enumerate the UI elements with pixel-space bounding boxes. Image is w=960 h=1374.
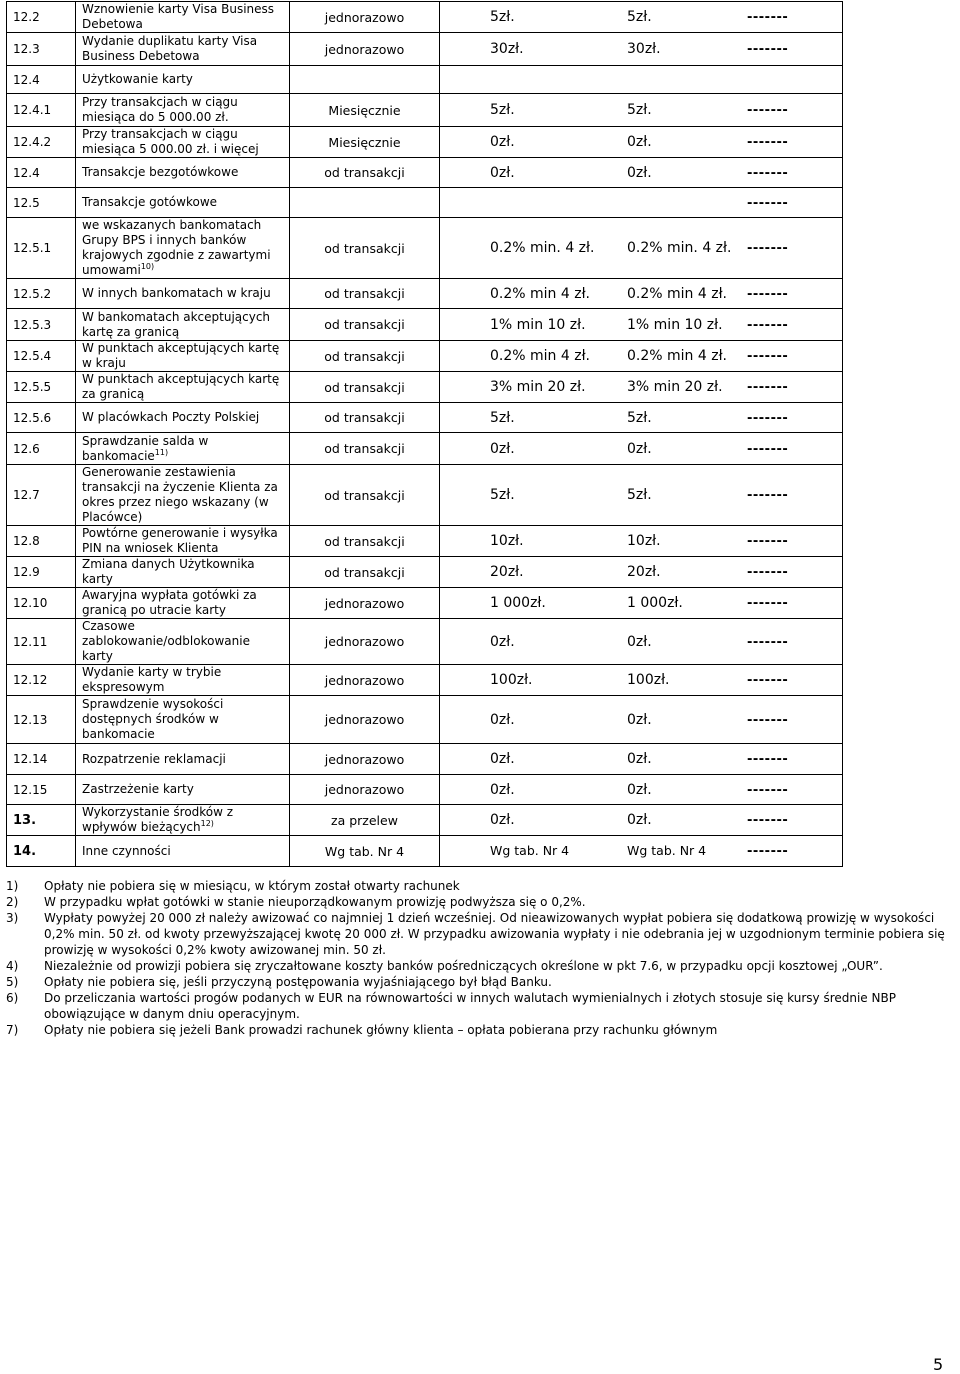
description-text: W punktach akceptujących kartę za granicą [82, 372, 280, 401]
footnote-number: 4) [6, 959, 19, 973]
fee-value-a: 0zł. [490, 633, 515, 650]
row-description [76, 94, 290, 127]
footnote [6, 974, 956, 990]
row-fees [440, 805, 843, 836]
row-description [76, 619, 290, 665]
fee-value-b: 0zł. [627, 781, 652, 798]
fee-value-c: ------- [747, 752, 789, 767]
table-row [7, 94, 843, 127]
table-row [7, 66, 843, 94]
table-row [7, 619, 843, 665]
fee-value-a: 5zł. [490, 9, 515, 25]
fee-value-a: 1% min 10 zł. [490, 316, 586, 333]
row-description [76, 588, 290, 619]
fee-value-c: ------- [747, 441, 789, 457]
row-fees [440, 696, 843, 744]
description-text: Powtórne generowanie i wysyłka PIN na wniosek Klienta [82, 526, 278, 555]
description-text: Zastrzeżenie karty [82, 782, 194, 796]
row-fees [440, 341, 843, 372]
description-text: we wskazanych bankomatach Grupy BPS i innych banków krajowych zgodnie z zawartymi umowami [82, 218, 271, 277]
fee-value-a: 100zł. [490, 672, 533, 688]
row-description [76, 2, 290, 33]
table-row [7, 526, 843, 557]
row-number: 12.5.3 [7, 309, 76, 341]
row-description [76, 557, 290, 588]
table-row [7, 557, 843, 588]
row-number: 12.14 [7, 744, 76, 775]
fee-value-c: ------- [747, 380, 789, 395]
table-row [7, 665, 843, 696]
row-number: 12.11 [7, 619, 76, 665]
row-number: 13. [7, 805, 76, 836]
fee-value-b: 0.2% min. 4 zł. [627, 240, 732, 256]
row-fees [440, 557, 843, 588]
fee-value-b: 5zł. [627, 9, 652, 25]
footnote-ref: 12) [200, 819, 214, 828]
fee-value-b: 5zł. [627, 102, 652, 118]
description-text: Awaryjna wypłata gotówki za granicą po utracie karty [82, 588, 257, 617]
row-description [76, 433, 290, 465]
fee-value-c: ------- [747, 195, 789, 211]
row-description [76, 309, 290, 341]
description-text: Sprawdzanie salda w bankomacie [82, 433, 209, 463]
footnote-number: 1) [6, 879, 19, 893]
table-row [7, 433, 843, 465]
fee-value-b: Wg tab. Nr 4 [627, 843, 707, 858]
footnotes [6, 878, 956, 1038]
row-description [76, 158, 290, 188]
fee-value-c: ------- [747, 712, 789, 728]
row-number: 12.13 [7, 696, 76, 744]
row-description [76, 775, 290, 805]
row-frequency: jednorazowo [290, 744, 440, 775]
row-number: 12.5.5 [7, 372, 76, 403]
fee-value-b: 0zł. [627, 751, 652, 767]
row-frequency: od transakcji [290, 372, 440, 403]
row-fees [440, 158, 843, 188]
row-frequency: od transakcji [290, 279, 440, 309]
row-frequency: jednorazowo [290, 619, 440, 665]
fee-value-b: 1% min 10 zł. [627, 316, 723, 333]
row-frequency: jednorazowo [290, 775, 440, 805]
row-fees [440, 775, 843, 805]
fee-value-a: 0.2% min 4 zł. [490, 285, 591, 302]
row-number: 12.5.6 [7, 403, 76, 433]
row-fees [440, 127, 843, 158]
description-text: W bankomatach akceptujących kartę za granicą [82, 309, 271, 339]
fee-value-c: ------- [747, 410, 789, 426]
row-number: 12.4 [7, 158, 76, 188]
row-frequency: Wg tab. Nr 4 [290, 836, 440, 867]
fee-value-a: 0.2% min 4 zł. [490, 348, 591, 364]
row-frequency: jednorazowo [290, 2, 440, 33]
fee-value-c: ------- [747, 317, 789, 333]
page-number: 5 [933, 1355, 944, 1374]
fee-value-a: 1 000zł. [490, 595, 546, 611]
fee-value-a: 30zł. [490, 41, 524, 57]
fee-value-c: ------- [747, 634, 789, 650]
footnote [6, 958, 956, 974]
footnote-number: 3) [6, 911, 19, 925]
table-row [7, 218, 843, 279]
row-frequency: jednorazowo [290, 696, 440, 744]
footnote-text: Do przeliczania wartości progów podanych w EUR na równowartości w innych walutach wymienialnych i złotych stosuje się kursy średnie NBP obowiązujące w danym dniu operacyjnym. [44, 991, 896, 1021]
description-text: Czasowe zablokowanie/odblokowanie karty [82, 619, 250, 663]
description-text: Wydanie karty w trybie ekspresowym [82, 665, 222, 694]
row-fees [440, 744, 843, 775]
row-fees [440, 465, 843, 526]
fee-value-c: ------- [747, 534, 789, 549]
fee-value-b: 0zł. [627, 633, 652, 650]
description-text: Wykorzystanie środków z wpływów bieżących [82, 805, 234, 834]
row-fees [440, 619, 843, 665]
row-frequency: od transakcji [290, 403, 440, 433]
row-description [76, 744, 290, 775]
fee-value-c: ------- [747, 565, 789, 580]
row-description [76, 188, 290, 218]
fee-value-b: 0zł. [627, 440, 652, 457]
fee-value-c: ------- [747, 286, 789, 302]
description-text: Transakcje bezgotówkowe [82, 165, 239, 179]
fee-value-b: 30zł. [627, 41, 661, 57]
row-frequency: Miesięcznie [290, 127, 440, 158]
fee-value-b: 0zł. [627, 164, 652, 181]
row-frequency [290, 66, 440, 94]
fee-value-a: 0zł. [490, 781, 515, 798]
row-description [76, 696, 290, 744]
table-row [7, 836, 843, 867]
row-number: 12.5.4 [7, 341, 76, 372]
row-frequency: od transakcji [290, 309, 440, 341]
description-text: Przy transakcjach w ciągu miesiąca 5 000.00 zł. i więcej [82, 127, 259, 156]
row-fees [440, 2, 843, 33]
row-description [76, 33, 290, 66]
row-number: 12.5.2 [7, 279, 76, 309]
footnote-ref: 11) [154, 447, 169, 457]
row-description [76, 218, 290, 279]
row-fees [440, 665, 843, 696]
row-fees [440, 433, 843, 465]
footnote-number: 5) [6, 975, 19, 989]
row-number: 12.5.1 [7, 218, 76, 279]
fee-value-c: ------- [747, 844, 789, 859]
description-text: Zmiana danych Użytkownika karty [82, 557, 255, 586]
footnote-text: Opłaty nie pobiera się jeżeli Bank prowadzi rachunek główny klienta – opłata pobierana przy rachunku głównym [44, 1023, 718, 1037]
fee-value-b: 10zł. [627, 533, 661, 549]
row-frequency: od transakcji [290, 341, 440, 372]
row-frequency: jednorazowo [290, 588, 440, 619]
row-description [76, 403, 290, 433]
table-row [7, 2, 843, 33]
row-number: 12.7 [7, 465, 76, 526]
fee-value-a: 5zł. [490, 487, 515, 503]
footnote [6, 1022, 956, 1038]
row-description [76, 465, 290, 526]
row-description [76, 341, 290, 372]
row-description [76, 372, 290, 403]
footnote-text: Opłaty nie pobiera się, jeśli przyczyną postępowania wyjaśniającego był błąd Banku. [44, 975, 552, 989]
row-fees [440, 279, 843, 309]
fee-value-c: ------- [747, 42, 789, 57]
fee-value-c: ------- [747, 241, 789, 256]
row-description [76, 279, 290, 309]
row-frequency [290, 188, 440, 218]
row-number: 12.6 [7, 433, 76, 465]
row-description [76, 805, 290, 836]
row-frequency: od transakcji [290, 526, 440, 557]
description-text: Wznowienie karty Visa Business Debetowa [82, 2, 275, 31]
row-description [76, 836, 290, 867]
row-number: 12.4.2 [7, 127, 76, 158]
fee-value-b: 3% min 20 zł. [627, 379, 723, 395]
description-text: W placówkach Poczty Polskiej [82, 410, 260, 424]
fee-value-a: 20zł. [490, 564, 524, 580]
table-row [7, 805, 843, 836]
row-description [76, 665, 290, 696]
footnote-ref: 10) [140, 262, 155, 271]
row-number: 12.5 [7, 188, 76, 218]
fee-value-c: ------- [747, 813, 789, 828]
fee-table [6, 1, 843, 867]
row-frequency: jednorazowo [290, 665, 440, 696]
table-row [7, 588, 843, 619]
fee-value-b: 0.2% min 4 zł. [627, 285, 728, 302]
table-row [7, 775, 843, 805]
row-number: 12.3 [7, 33, 76, 66]
fee-value-a: 0.2% min. 4 zł. [490, 240, 595, 256]
fee-value-c: ------- [747, 165, 789, 181]
table-row [7, 33, 843, 66]
description-text: Inne czynności [82, 843, 171, 858]
fee-value-c: ------- [747, 349, 789, 364]
footnote-text: Wypłaty powyżej 20 000 zł należy awizować co najmniej 1 dzień wcześniej. Od nieawizowanych wypłat pobiera się dodatkową prowizję w wysokości 0,2% min. 50 zł. od kwoty przewyższającej kwotę 20 000 zł. W przypadku awizowania wypłaty i nie odebrania jej w uzgodnionym terminie pobiera się prowizję w wysokości 0,2% kwoty awizowanej min. 50 zł. [44, 911, 945, 957]
fee-value-a: 5zł. [490, 102, 515, 118]
table-row [7, 372, 843, 403]
row-frequency: od transakcji [290, 433, 440, 465]
description-text: Transakcje gotówkowe [82, 195, 218, 209]
row-number: 12.4.1 [7, 94, 76, 127]
table-row [7, 188, 843, 218]
description-text: W punktach akceptujących kartę w kraju [82, 341, 280, 370]
fee-value-c: ------- [747, 596, 789, 611]
fee-value-a: 0zł. [490, 812, 515, 828]
row-number: 12.10 [7, 588, 76, 619]
row-frequency: Miesięcznie [290, 94, 440, 127]
fee-value-a: 5zł. [490, 409, 515, 426]
row-frequency: od transakcji [290, 557, 440, 588]
fee-value-a: Wg tab. Nr 4 [490, 843, 570, 858]
table-row [7, 744, 843, 775]
fee-value-a: 10zł. [490, 533, 524, 549]
row-fees [440, 588, 843, 619]
row-frequency: od transakcji [290, 465, 440, 526]
fee-value-a: 0zł. [490, 164, 515, 181]
row-number: 12.15 [7, 775, 76, 805]
fee-value-b: 5zł. [627, 409, 652, 426]
table-row [7, 696, 843, 744]
table-row [7, 341, 843, 372]
table-row [7, 465, 843, 526]
row-fees [440, 836, 843, 867]
row-number: 12.12 [7, 665, 76, 696]
table-row [7, 127, 843, 158]
fee-value-b: 0zł. [627, 812, 652, 828]
fee-value-b: 0zł. [627, 711, 652, 728]
footnote-number: 7) [6, 1023, 19, 1037]
fee-value-c: ------- [747, 488, 789, 503]
description-text: Rozpatrzenie reklamacji [82, 751, 226, 766]
row-description [76, 127, 290, 158]
fee-value-a: 0zł. [490, 440, 515, 457]
row-number: 12.2 [7, 2, 76, 33]
description-text: Użytkowanie karty [82, 72, 193, 86]
row-fees [440, 309, 843, 341]
fee-value-b: 5zł. [627, 487, 652, 503]
table-row [7, 309, 843, 341]
fee-value-b: 0.2% min 4 zł. [627, 348, 728, 364]
row-description [76, 526, 290, 557]
fee-value-c: ------- [747, 673, 789, 688]
fee-value-b: 1 000zł. [627, 595, 683, 611]
fee-value-b: 0zł. [627, 134, 652, 150]
row-description [76, 66, 290, 94]
fee-value-c: ------- [747, 135, 789, 150]
row-frequency: jednorazowo [290, 33, 440, 66]
row-fees [440, 33, 843, 66]
fee-value-b: 20zł. [627, 564, 661, 580]
description-text: Wydanie duplikatu karty Visa Business Debetowa [82, 34, 258, 63]
row-frequency: od transakcji [290, 218, 440, 279]
footnote [6, 894, 956, 910]
row-fees [440, 218, 843, 279]
footnote [6, 910, 956, 958]
fee-value-a: 0zł. [490, 134, 515, 150]
footnote-number: 2) [6, 895, 19, 909]
row-frequency: za przelew [290, 805, 440, 836]
row-number: 12.8 [7, 526, 76, 557]
table-row [7, 158, 843, 188]
table-row [7, 403, 843, 433]
description-text: Generowanie zestawienia transakcji na życzenie Klienta za okres przez niego wskazany (w Placówce) [82, 465, 278, 524]
row-number: 14. [7, 836, 76, 867]
fee-value-c: ------- [747, 103, 789, 118]
row-fees [440, 403, 843, 433]
row-fees [440, 372, 843, 403]
row-number: 12.4 [7, 66, 76, 94]
footnote-number: 6) [6, 991, 19, 1005]
description-text: Przy transakcjach w ciągu miesiąca do 5 000.00 zł. [82, 95, 238, 124]
footnote [6, 878, 956, 894]
description-text: W innych bankomatach w kraju [82, 286, 271, 300]
fee-value-a: 0zł. [490, 751, 515, 767]
row-frequency: od transakcji [290, 158, 440, 188]
table-row [7, 279, 843, 309]
footnote-text: W przypadku wpłat gotówki w stanie nieuporządkowanym prowizję podwyższa się o 0,2%. [44, 895, 586, 909]
row-number: 12.9 [7, 557, 76, 588]
row-fees [440, 526, 843, 557]
row-fees [440, 94, 843, 127]
row-fees [440, 66, 843, 94]
fee-value-a: 3% min 20 zł. [490, 379, 586, 395]
description-text: Sprawdzenie wysokości dostępnych środków w bankomacie [82, 697, 224, 741]
fee-value-c: ------- [747, 10, 789, 25]
fee-value-c: ------- [747, 782, 789, 798]
footnote-text: Niezależnie od prowizji pobiera się zryczałtowane koszty banków pośredniczących określone w pkt 7.6, w przypadku opcji kosztowej „OUR”. [44, 959, 883, 973]
fee-value-a: 0zł. [490, 711, 515, 728]
footnote-text: Opłaty nie pobiera się w miesiącu, w którym został otwarty rachunek [44, 879, 460, 893]
row-fees [440, 188, 843, 218]
footnote [6, 990, 956, 1022]
fee-value-b: 100zł. [627, 672, 670, 688]
